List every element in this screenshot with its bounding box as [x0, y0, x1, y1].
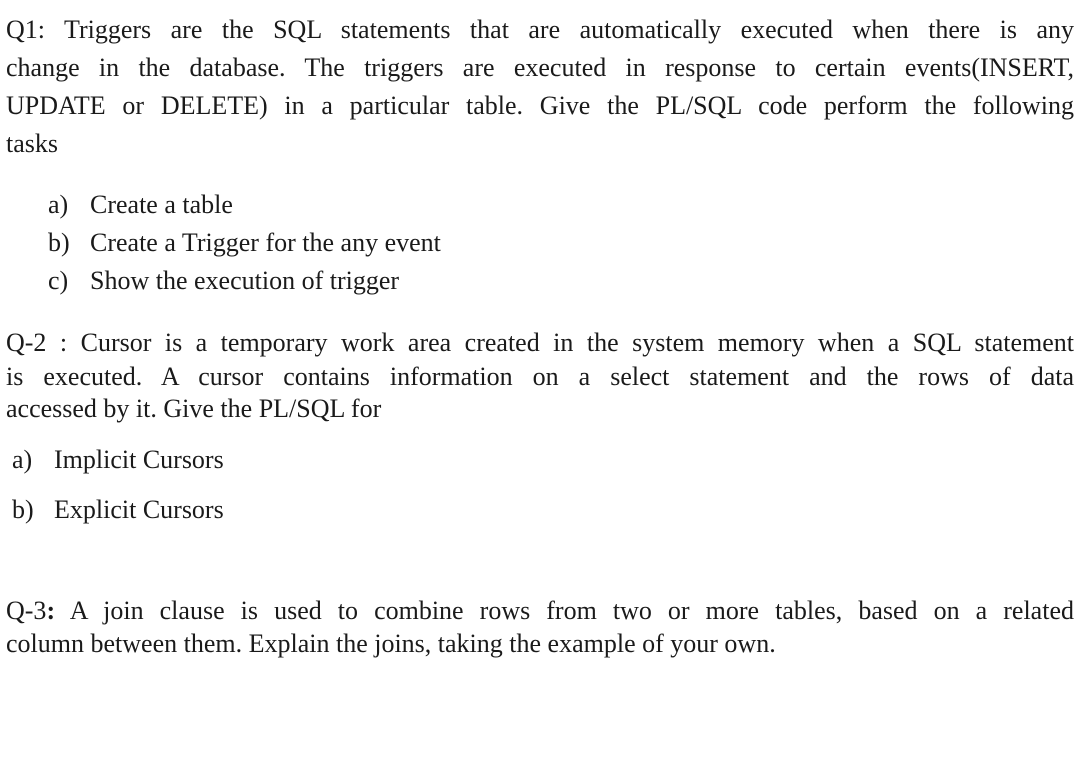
list-marker: a): [12, 445, 33, 474]
q3-line-1-text: A join clause is used to combine rows from two or more tables, based on a related: [55, 596, 1074, 625]
list-item-text: Show the execution of trigger: [90, 266, 400, 295]
q1-line-1: Q1: Triggers are the SQL statements that are automatically executed when there is any: [6, 15, 1074, 44]
list-item-text: Implicit Cursors: [54, 445, 224, 474]
list-item-text: Create a table: [90, 190, 233, 219]
q2-line-2: is executed. A cursor contains information on a select statement and the rows of data: [6, 362, 1074, 391]
q1-list-item-c: [48, 266, 399, 296]
list-marker: a): [48, 190, 69, 219]
list-marker: b): [12, 495, 34, 524]
q2-list-item-a: [12, 445, 224, 475]
q2-list-item-b: [12, 495, 224, 525]
q2-line-3: accessed by it. Give the PL/SQL for: [6, 394, 382, 423]
q3-label: Q-3: [6, 596, 47, 625]
q1-line-4: tasks: [6, 129, 58, 158]
q3-line-1: [6, 596, 1074, 626]
list-marker: b): [48, 228, 70, 257]
list-item-text: Explicit Cursors: [54, 495, 224, 524]
list-marker: c): [48, 266, 69, 295]
q2-line-1: Q-2 : Cursor is a temporary work area created in the system memory when a SQL statement: [6, 328, 1074, 357]
q1-line-2: change in the database. The triggers are executed in response to certain events(INSERT,: [6, 53, 1074, 82]
q1-list-item-a: [48, 190, 233, 220]
q3-line-2: column between them. Explain the joins, taking the example of your own.: [6, 629, 776, 658]
q3-colon: :: [46, 596, 56, 625]
q1-line-3: UPDATE or DELETE) in a particular table. Give the PL/SQL code perform the following: [6, 91, 1074, 120]
q1-list-item-b: [48, 228, 441, 258]
list-item-text: Create a Trigger for the any event: [90, 228, 441, 257]
